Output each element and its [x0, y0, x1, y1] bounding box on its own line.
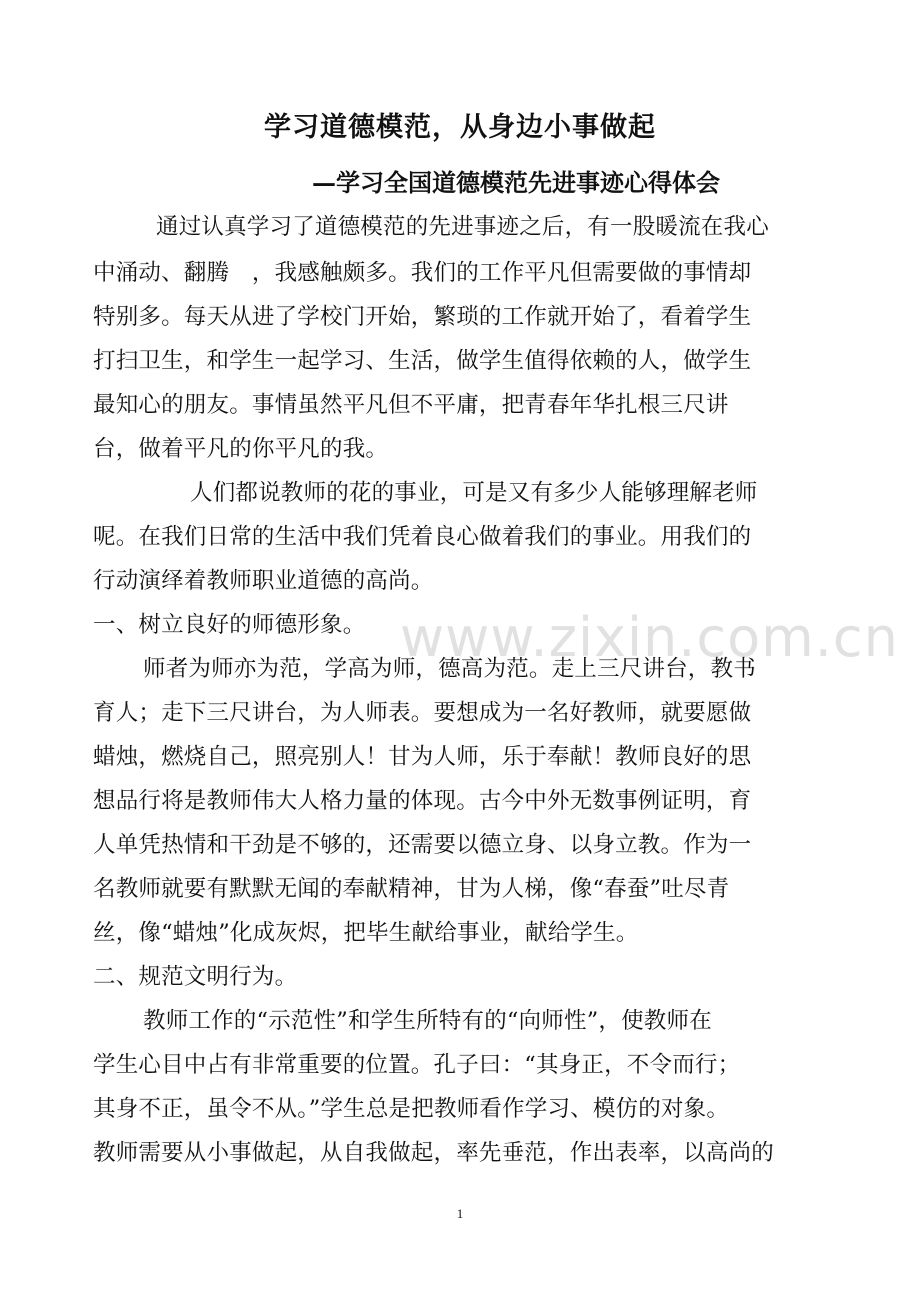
text-line: 丝，像“蜡烛”化成灰烬，把毕生献给事业，献给学生。: [93, 920, 639, 946]
page-number: 1: [456, 1206, 464, 1221]
text-line: 最知心的朋友。事情虽然平凡但不平庸，把青春年华扎根三尺讲: [93, 392, 729, 418]
text-line: 特别多。每天从进了学校门开始，繁琐的工作就开始了，看着学生: [93, 304, 752, 330]
text-line: 中涌动、翻腾 ，我感触颇多。我们的工作平凡但需要做的事情却: [93, 260, 752, 286]
section-heading: 一、树立良好的师德形象。: [93, 612, 366, 638]
text-line: 其身不正，虽令不从。”学生总是把教师看作学习、模仿的对象。: [93, 1096, 730, 1122]
section-heading: 二、规范文明行为。: [93, 964, 298, 990]
text-line: 蜡烛，燃烧自己，照亮别人！甘为人师，乐于奉献！教师良好的思: [93, 744, 752, 770]
text-line: 通过认真学习了道德模范的先进事迹之后，有一股暖流在我心: [156, 214, 769, 240]
text-line: 教师需要从小事做起，从自我做起，率先垂范，作出表率，以高尚的: [93, 1140, 775, 1166]
text-line: 学生心目中占有非常重要的位置。孔子曰：“其身正，不令而行；: [93, 1052, 741, 1078]
text-line: 呢。在我们日常的生活中我们凭着良心做着我们的事业。用我们的: [93, 524, 752, 550]
text-line: 想品行将是教师伟大人格力量的体现。古今中外无数事例证明，育: [93, 788, 752, 814]
text-line: 人单凭热情和干劲是不够的，还需要以德立身、以身立教。作为一: [93, 832, 752, 858]
watermark: www.zixin.com.cn: [400, 606, 899, 669]
text-line: 台，做着平凡的你平凡的我。: [93, 436, 389, 462]
text-line: 教师工作的“示范性”和学生所特有的“向师性”，使教师在: [143, 1008, 712, 1034]
text-line: 打扫卫生，和学生一起学习、生活，做学生值得依赖的人，做学生: [93, 348, 752, 374]
text-line: 行动演绎着教师职业道德的高尚。: [93, 568, 434, 594]
page-title: 学习道德模范，从身边小事做起: [264, 112, 656, 143]
text-line: 名教师就要有默默无闻的奉献精神，甘为人梯，像“春蚕”吐尽青: [93, 876, 730, 902]
page-subtitle: —学习全国道德模范先进事迹心得体会: [312, 168, 720, 197]
text-line: 师者为师亦为范，学高为师，德高为范。走上三尺讲台，教书: [143, 656, 756, 682]
text-line: 人们都说教师的花的事业，可是又有多少人能够理解老师: [190, 480, 758, 506]
text-line: 育人；走下三尺讲台，为人师表。要想成为一名好教师，就要愿做: [93, 700, 752, 726]
